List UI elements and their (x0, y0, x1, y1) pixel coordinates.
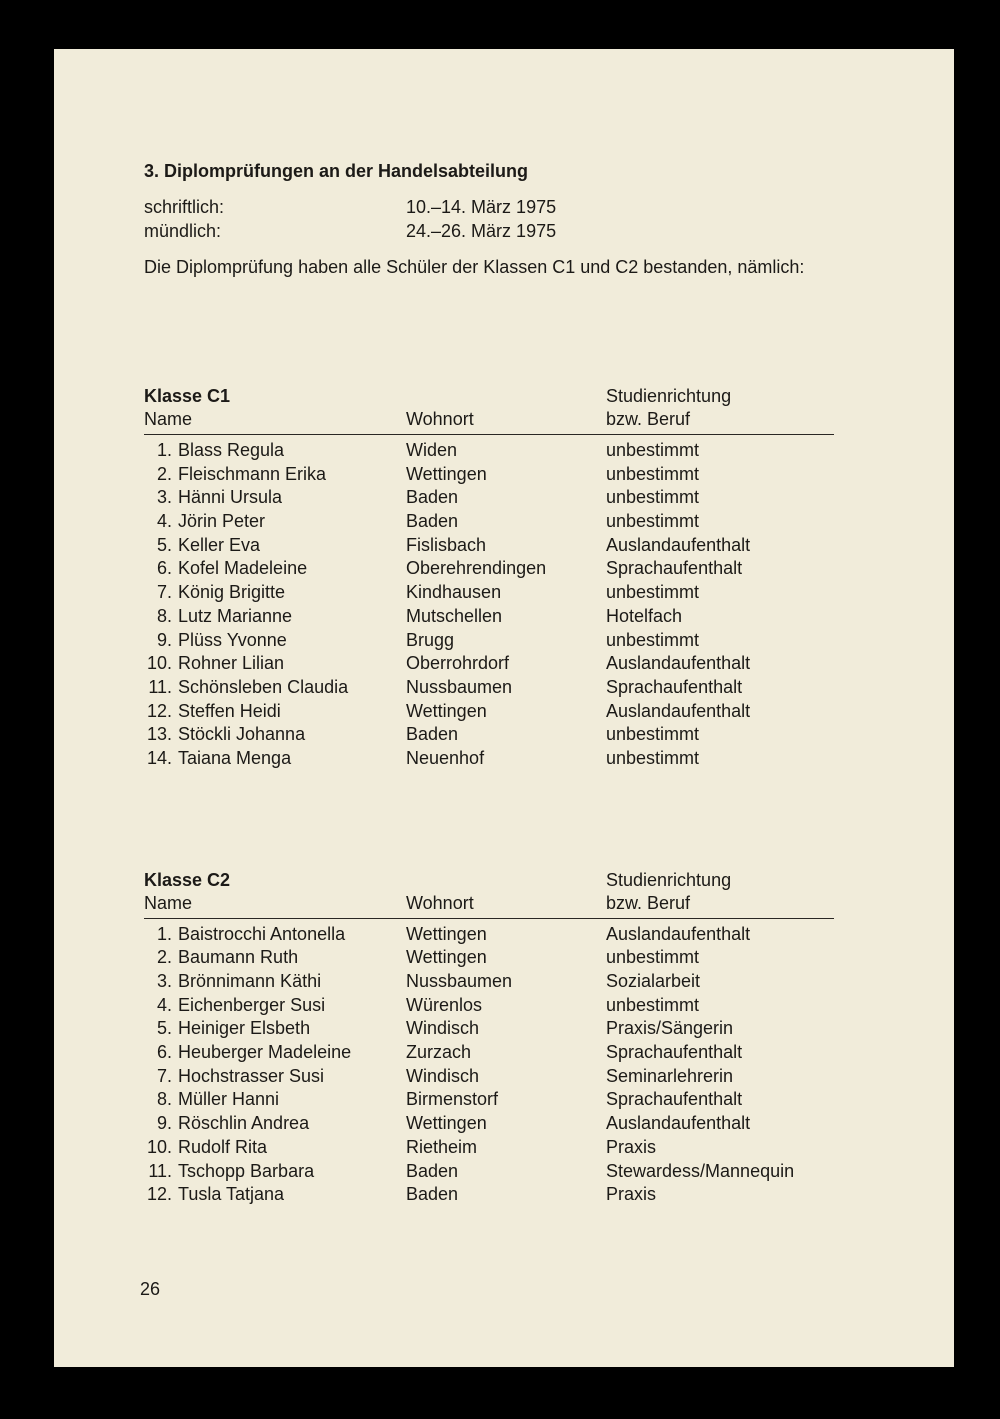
student-name: Brönnimann Käthi (178, 971, 322, 991)
row-number: 4. (156, 994, 172, 1015)
class-c1-table (144, 385, 834, 771)
row-number: 3. (156, 971, 172, 991)
row-number: 8. (156, 1089, 172, 1110)
wohnort-cell: Wettingen (406, 923, 487, 944)
table-row (144, 1183, 834, 1207)
beruf-cell: unbestimmt (606, 747, 700, 768)
wohnort-cell: Wettingen (406, 463, 487, 484)
student-cell (144, 700, 406, 724)
student-cell (144, 534, 406, 558)
table-row (144, 1136, 834, 1160)
table-row (144, 923, 834, 947)
student-cell (144, 1112, 406, 1136)
beruf-cell: Seminarlehrerin (606, 1065, 734, 1086)
wohnort-cell: Baden (406, 724, 459, 745)
beruf-cell: Auslandaufenthalt (606, 923, 751, 944)
table-row (144, 723, 834, 747)
row-number: 9. (156, 629, 172, 650)
column-header-beruf-line1: Studienrichtung (606, 869, 732, 890)
beruf-cell: Praxis (606, 1184, 657, 1205)
row-number: 14. (146, 747, 172, 768)
student-name: Heuberger Madeleine (178, 1042, 352, 1063)
student-name: Hochstrasser Susi (178, 1065, 325, 1086)
table-row (144, 439, 834, 463)
row-number: 5. (156, 534, 172, 555)
beruf-cell: unbestimmt (606, 463, 700, 484)
table-row (144, 747, 834, 771)
row-number: 8. (156, 605, 172, 626)
row-number: 2. (156, 463, 172, 484)
wohnort-cell: Windisch (406, 1065, 480, 1086)
student-cell (144, 970, 406, 994)
wohnort-cell: Nussbaumen (406, 971, 513, 991)
class-c2-table (144, 869, 834, 1207)
column-header-beruf-line2: bzw. Beruf (606, 892, 691, 913)
wohnort-cell: Birmenstorf (406, 1089, 499, 1110)
column-header-name: Name (144, 892, 193, 913)
column-header-beruf (606, 385, 834, 431)
wohnort-cell: Baden (406, 511, 459, 532)
table-row (144, 463, 834, 487)
table-row (144, 946, 834, 970)
student-cell (144, 923, 406, 947)
table-row (144, 534, 834, 558)
student-cell (144, 1183, 406, 1207)
table-body (144, 923, 834, 1207)
intro-paragraph: Die Diplomprüfung haben alle Schüler der Klassen C1 und C2 bestanden, nämlich: (144, 257, 805, 277)
wohnort-cell: Wettingen (406, 700, 487, 721)
student-name: Röschlin Andrea (178, 1113, 310, 1134)
beruf-cell: unbestimmt (606, 629, 700, 650)
wohnort-cell: Rietheim (406, 1136, 478, 1157)
student-cell (144, 1041, 406, 1065)
row-number: 12. (146, 700, 172, 721)
beruf-cell: unbestimmt (606, 947, 700, 968)
wohnort-cell: Nussbaumen (406, 676, 513, 697)
wohnort-cell: Baden (406, 1160, 459, 1181)
column-header-beruf-line1: Studienrichtung (606, 386, 732, 406)
student-name: Lutz Marianne (178, 605, 293, 626)
class-title: Klasse C2 (144, 869, 231, 890)
student-cell (144, 581, 406, 605)
row-number: 3. (156, 487, 172, 508)
student-name: Müller Hanni (178, 1089, 280, 1110)
table-body (144, 439, 834, 771)
student-name: Schönsleben Claudia (178, 676, 349, 697)
wohnort-cell: Baden (406, 1184, 459, 1205)
row-number: 6. (156, 558, 172, 579)
student-name: Jörin Peter (178, 511, 266, 532)
column-header-beruf-line2: bzw. Beruf (606, 409, 691, 429)
table-header (144, 387, 834, 435)
beruf-cell: unbestimmt (606, 440, 700, 460)
row-number: 11. (148, 676, 172, 697)
row-number: 6. (156, 1042, 172, 1063)
column-header-wohnort: Wohnort (406, 892, 474, 913)
beruf-cell: Sprachaufenthalt (606, 558, 743, 579)
document-page (54, 49, 954, 1367)
page-number: 26 (140, 1279, 161, 1299)
wohnort-cell: Zurzach (406, 1042, 472, 1063)
beruf-cell: Stewardess/Mannequin (606, 1160, 795, 1181)
table-row (144, 1160, 834, 1184)
row-number: 1. (156, 923, 172, 944)
row-number: 9. (156, 1113, 172, 1134)
wohnort-cell: Widen (406, 440, 458, 460)
class-title: Klasse C1 (144, 386, 231, 406)
student-name: Steffen Heidi (178, 700, 281, 721)
student-cell (144, 1017, 406, 1041)
date-value: 10.–14. März 1975 (406, 197, 557, 217)
student-name: Fleischmann Erika (178, 463, 327, 484)
student-cell (144, 1065, 406, 1089)
beruf-cell: Auslandaufenthalt (606, 700, 751, 721)
beruf-cell: Praxis (606, 1136, 657, 1157)
student-cell (144, 994, 406, 1018)
wohnort-cell: Oberrohrdorf (406, 653, 510, 674)
table-row (144, 581, 834, 605)
table-row (144, 557, 834, 581)
wohnort-cell: Wettingen (406, 1113, 487, 1134)
wohnort-cell: Oberehrendingen (406, 558, 547, 579)
row-number: 11. (148, 1160, 172, 1181)
student-cell (144, 946, 406, 970)
student-name: Tschopp Barbara (178, 1160, 315, 1181)
student-name: Hänni Ursula (178, 487, 283, 508)
row-number: 1. (156, 440, 172, 460)
table-row (144, 994, 834, 1018)
table-row (144, 1088, 834, 1112)
wohnort-cell: Wettingen (406, 947, 487, 968)
student-name: Plüss Yvonne (178, 629, 287, 650)
student-cell (144, 605, 406, 629)
row-number: 7. (156, 582, 172, 603)
table-row (144, 1041, 834, 1065)
student-cell (144, 463, 406, 487)
wohnort-cell: Fislisbach (406, 534, 487, 555)
table-header (144, 871, 834, 919)
beruf-cell: unbestimmt (606, 724, 700, 745)
beruf-cell: Auslandaufenthalt (606, 1113, 751, 1134)
row-number: 5. (156, 1018, 172, 1039)
column-header-wohnort: Wohnort (406, 409, 474, 429)
table-row (144, 1065, 834, 1089)
student-name: König Brigitte (178, 582, 286, 603)
wohnort-cell: Brugg (406, 629, 455, 650)
student-name: Taiana Menga (178, 747, 292, 768)
table-row (144, 676, 834, 700)
wohnort-cell: Windisch (406, 1018, 480, 1039)
student-cell (144, 747, 406, 771)
table-row (144, 1017, 834, 1041)
student-name: Rudolf Rita (178, 1136, 268, 1157)
date-row-written (144, 195, 834, 219)
wohnort-cell: Baden (406, 487, 459, 508)
student-cell (144, 676, 406, 700)
student-cell (144, 723, 406, 747)
beruf-cell: Sprachaufenthalt (606, 1042, 743, 1063)
beruf-cell: Auslandaufenthalt (606, 534, 751, 555)
beruf-cell: unbestimmt (606, 582, 700, 603)
beruf-cell: unbestimmt (606, 994, 700, 1015)
student-name: Kofel Madeleine (178, 558, 308, 579)
row-number: 13. (146, 724, 172, 745)
student-cell (144, 652, 406, 676)
row-number: 4. (156, 511, 172, 532)
date-label: mündlich: (144, 221, 222, 241)
wohnort-cell: Mutschellen (406, 605, 503, 626)
exam-dates (144, 195, 834, 243)
row-number: 12. (146, 1184, 172, 1205)
date-row-oral (144, 219, 834, 243)
beruf-cell: Auslandaufenthalt (606, 653, 751, 674)
row-number: 2. (156, 947, 172, 968)
beruf-cell: Sozialarbeit (606, 971, 701, 991)
row-number: 7. (156, 1065, 172, 1086)
table-row (144, 652, 834, 676)
date-label: schriftlich: (144, 197, 225, 217)
student-cell (144, 439, 406, 463)
student-cell (144, 510, 406, 534)
table-row (144, 629, 834, 653)
student-cell (144, 1160, 406, 1184)
student-name: Keller Eva (178, 534, 261, 555)
beruf-cell: Sprachaufenthalt (606, 1089, 743, 1110)
date-value: 24.–26. März 1975 (406, 221, 557, 241)
beruf-cell: Sprachaufenthalt (606, 676, 743, 697)
section-heading: 3. Diplomprüfungen an der Handelsabteilung (144, 161, 529, 181)
student-name: Heiniger Elsbeth (178, 1018, 311, 1039)
beruf-cell: Praxis/Sängerin (606, 1018, 734, 1039)
student-name: Rohner Lilian (178, 653, 285, 674)
student-name: Baistrocchi Antonella (178, 923, 346, 944)
table-row (144, 700, 834, 724)
student-cell (144, 1136, 406, 1160)
student-name: Stöckli Johanna (178, 724, 306, 745)
table-row (144, 486, 834, 510)
student-name: Blass Regula (178, 440, 285, 460)
student-cell (144, 1088, 406, 1112)
row-number: 10. (146, 653, 172, 674)
table-row (144, 970, 834, 994)
row-number: 10. (146, 1136, 172, 1157)
beruf-cell: unbestimmt (606, 487, 700, 508)
column-header-beruf (606, 869, 834, 915)
column-header-name: Name (144, 409, 193, 429)
page-content (144, 159, 834, 1207)
student-name: Eichenberger Susi (178, 994, 326, 1015)
student-cell (144, 557, 406, 581)
table-row (144, 510, 834, 534)
student-name: Tusla Tatjana (178, 1184, 285, 1205)
wohnort-cell: Neuenhof (406, 747, 485, 768)
student-cell (144, 629, 406, 653)
beruf-cell: unbestimmt (606, 511, 700, 532)
student-cell (144, 486, 406, 510)
table-row (144, 605, 834, 629)
beruf-cell: Hotelfach (606, 605, 683, 626)
student-name: Baumann Ruth (178, 947, 299, 968)
table-row (144, 1112, 834, 1136)
wohnort-cell: Kindhausen (406, 582, 502, 603)
wohnort-cell: Würenlos (406, 994, 483, 1015)
